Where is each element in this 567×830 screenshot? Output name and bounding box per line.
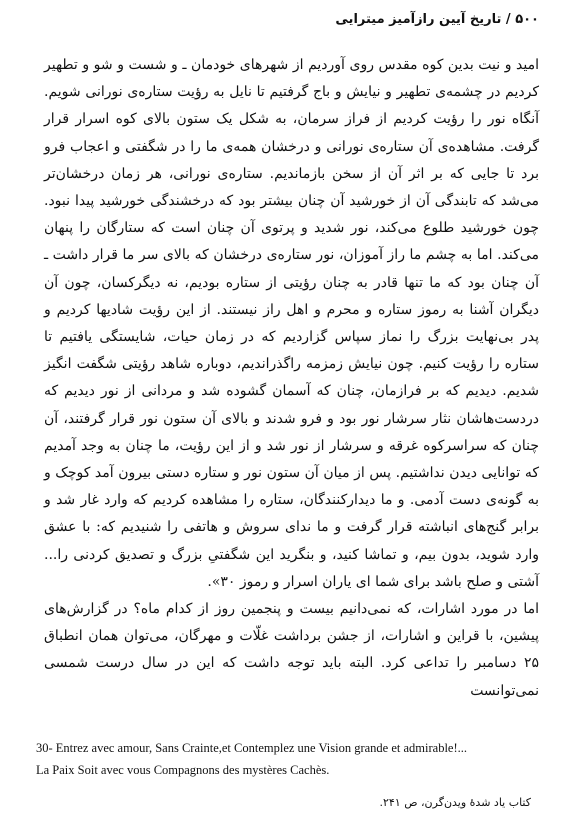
footnote-30 bbox=[36, 737, 537, 781]
body-text bbox=[44, 52, 539, 705]
footnote-30-line-1: 30- Entrez avec amour, Sans Crainte,et Contemplez une Vision grande et admirable!... bbox=[36, 741, 468, 755]
footnote-source-citation: کتاب یاد شدهٔ ویدن‌گرن، ص ۲۴۱. bbox=[379, 796, 531, 809]
footnote-30-line-2: La Paix Soit avec vous Compagnons des mystères Cachès. bbox=[36, 763, 330, 777]
running-head: ۵۰۰ / تاریخ آیین رازآمیز میترایی bbox=[335, 12, 539, 27]
paragraph-1: امید و نیت بدین کوه مقدس روی آوردیم از شهرهای خودمان ـ و شست و شو و تطهیر کردیم در چشمه‌ی تطهیر و نیایش و باج گرفتیم تا نایل به رؤیت ستاره‌ی نورانی شویم. آنگاه نور را رؤیت کردیم از فراز سرمان، به شکل یک ستون بالای کوه اسرار قرار گرفت. مشاهده‌ی آن ستاره‌ی نورانی و درخشان همه‌ی ما را در شگفتی و اعجاب فرو برد تا جایی که بر اثر آن از سخن بازماندیم. ستاره‌ی نورانی، هر زمان درخشان‌تر می‌شد که تابندگی آن از خورشید آن چنان بیشتر بود که درخشندگی خورشید پیدا نبود. چون خورشید طلوع می‌کند، نور شدید و پرتوی آن چنان است که ستارگان را پنهان می‌کند. اما به چشم ما راز آموزان، نور ستاره‌ی درخشان که بالای سر ما قرار داشت ـ آن چنان بود که ما تنها قادر به چنان رؤیتی از ستاره بودیم، نه دیگرکسان، چون آن دیگران آشنا به رموز ستاره و محرم و اهل راز نیستند. از این رؤیت شادیها کردیم و پدر بی‌نهایت بزرگ را نماز سپاس گزاردیم که در زمان حیات، شایستگی یافتیم تا ستاره را رؤیت کنیم. چون نیایش زمزمه راگذراندیم، دوباره شاهد رؤیتی شگفت انگیز شدیم. دیدیم که بر فرازمان، چنان که آسمان گشوده شد و مردانی از نور دیدیم که دردست‌هاشان نثار سرشار نور بود و فرو شدند و بالای آن ستون نور قرار گرفتند، آن چنان که سراسرکوه غرقه و سرشار از نور شد و از این رؤیت، ما چنان به وجد آمدیم که توانایی دیدن نداشتیم. پس از میان آن ستون نور و ستاره دستی بیرون آمد کوچک و به گونه‌ی دست آدمی. و ما دیدارکنندگان، ستاره را مشاهده کردیم که وارد غار شد و برابر گنج‌های انباشته قرار گرفت و ما ندای سروش و هاتفی را شنیدیم که: با عشق وارد شوید، بدون بیم، و تماشا کنید، و بنگرید این شگفتیِ بزرگ و تصدیق کردنی را... آشتی و صلح باشد برای شما ای یاران اسرار و رموز ۳۰». bbox=[44, 57, 539, 590]
paragraph-2: اما در مورد اشارات، که نمی‌دانیم بیست و پنجمین روز از کدام ماه؟ در گزارش‌های پیشین، با قراین و اشارات، از جشن برداشت غلّات و مهرگان، می‌توان همان انطباق ۲۵ دسامبر را تداعی کرد. البته باید توجه داشت که این در سال درست شمسی نمی‌توانست bbox=[44, 601, 539, 699]
